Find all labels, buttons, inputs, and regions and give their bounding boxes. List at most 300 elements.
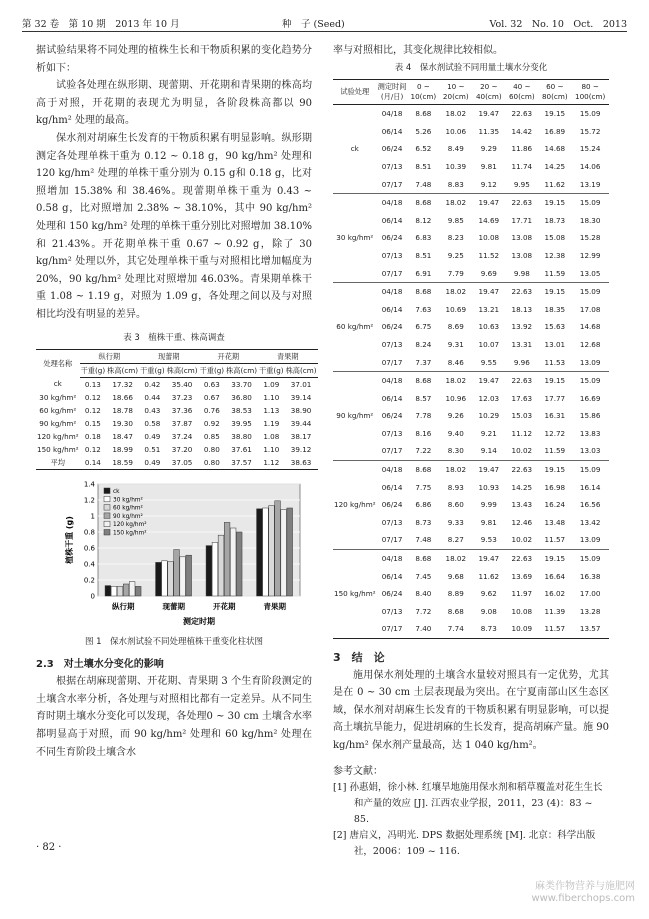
table-cell: 07/13 [381,339,403,349]
table-cell: 0.15 [84,418,101,428]
table-cell: 0.80 [203,457,220,467]
bar-2-4 [230,528,236,596]
table-row [36,430,318,443]
table-cell: 1.09 [263,379,280,389]
table3-subheader: 干重(g) [139,364,166,378]
table-cell: 8.46 [447,357,464,367]
table-cell: 0.49 [144,457,161,467]
figure1-chart [60,478,310,628]
legend-swatch-5 [104,530,110,536]
table-cell: 14.68 [544,144,566,154]
table-cell: 18.78 [112,405,133,415]
table-cell: 15.09 [571,372,609,390]
table-cell: 14.42 [511,126,533,136]
table-cell: 8.68 [447,606,464,616]
table-row [333,372,609,390]
table-cell: 07/13 [381,606,403,616]
table-cell: 10.08 [511,606,533,616]
table-cell: 0.67 [203,392,220,402]
table-row [36,456,318,470]
table-cell: 10.29 [478,411,500,421]
table-cell: 06/24 [381,233,403,243]
table-cell: 06/24 [381,322,403,332]
table-cell: 18.99 [112,444,133,454]
table-cell: 12.03 [478,393,500,403]
table-cell: 8.68 [408,372,440,390]
table-cell: 33.70 [231,379,252,389]
table4-header: 0 ~ 10(cm) [408,80,440,105]
table-cell: 30 kg/hm² [39,392,77,402]
table-cell: 8.23 [447,233,464,243]
table-cell: 6.91 [415,268,432,278]
references-list [333,780,609,860]
table-cell: 04/18 [377,105,408,123]
table4-header: 40 ~ 60(cm) [505,80,538,105]
table-cell: 17.71 [511,215,533,225]
table-cell: 16.31 [544,411,566,421]
table-cell: 14.06 [579,161,601,171]
table-cell: 07/17 [381,268,403,278]
table-cell: 16.24 [544,500,566,510]
bar-1-3 [174,550,180,596]
table3-subheader: 干重(g) [80,364,107,378]
table-cell: 0.12 [84,405,101,415]
table-cell: 04/18 [377,372,408,390]
table-cell: 13.05 [579,268,601,278]
table-cell: 7.48 [415,535,432,545]
table-cell: 19.15 [538,194,571,212]
table-cell: 9.99 [480,500,497,510]
table-cell: 04/18 [377,194,408,212]
table-cell: 17.77 [544,393,566,403]
table-cell: 18.02 [439,550,472,568]
running-header [22,12,627,32]
table-cell: 16.89 [544,126,566,136]
bar-2-5 [236,532,242,596]
table-cell: 11.57 [544,624,566,634]
right-column [333,42,609,860]
table-cell: 18.66 [112,392,133,402]
table-cell: 0.63 [203,379,220,389]
table-cell: 14.69 [478,215,500,225]
table-cell: 9.40 [447,428,464,438]
table-cell: 15.09 [571,194,609,212]
table-cell: 8.24 [415,339,432,349]
table-cell: 0.44 [144,392,161,402]
table3-subheader: 株高(cm) [225,364,258,378]
table-cell: 8.51 [415,250,432,260]
y-tick-label: 0.4 [83,560,95,569]
table-cell: 8.68 [408,461,440,479]
table-cell: 7.78 [415,411,432,421]
table3-subheader: 株高(cm) [106,364,139,378]
bar-0-5 [135,586,141,596]
legend-swatch-4 [104,521,110,527]
table-cell: 38.80 [231,431,252,441]
table-cell: 06/14 [381,215,403,225]
table-cell: 平均 [50,457,65,467]
paragraph: 率与对照相比，其变化规律比较相似。 [333,45,503,56]
y-tick-label: 1 [90,512,95,521]
table4 [333,79,609,639]
y-tick-label: 1.4 [83,480,95,489]
bar-1-2 [168,562,174,596]
bar-3-0 [257,509,263,596]
bar-3-3 [275,501,281,596]
table-cell: 16.98 [544,482,566,492]
table-cell: 9.29 [480,144,497,154]
table-cell: 10.96 [445,393,467,403]
table-cell: 17.08 [579,304,601,314]
table-cell: 0.85 [203,431,220,441]
reference-item: [1] 孙惠娟，徐小林. 红壤旱地施用保水剂和稻草覆盖对花生生长和产量的效应 [J]. 江西农业学报，2011，23 (4)：83 ~ 85. [333,782,603,826]
figure1-caption: 图 1 保水剂试验不同处理植株干重变化柱状图 [84,637,264,648]
table-cell: 8.27 [447,535,464,545]
table-cell: 8.93 [447,482,464,492]
table-cell: 7.79 [447,268,464,278]
table-cell: 5.26 [415,126,432,136]
table-cell: 19.15 [538,283,571,301]
table-cell: 9.62 [480,589,497,599]
table-cell: 22.63 [505,461,538,479]
legend-label: 150 kg/hm² [113,530,147,537]
page-number: · 82 · [36,842,62,853]
legend-label: 120 kg/hm² [113,522,147,529]
table-cell: 18.02 [439,105,472,123]
bar-2-0 [206,546,212,596]
table-cell: 19.15 [538,372,571,390]
table-cell: 15.03 [511,411,533,421]
table-cell: 19.47 [472,461,505,479]
table-cell: 8.73 [480,624,497,634]
table-cell: 9.26 [447,411,464,421]
bar-1-1 [162,561,168,596]
table-cell: 8.68 [408,283,440,301]
table-row [333,194,609,212]
reference-item: [2] 唐启义，冯明光. DPS 数据处理系统 [M]. 北京：科学出版社，2006：109 ~ 116. [333,830,596,858]
table-cell: 11.12 [511,428,533,438]
table-cell: 7.40 [415,624,432,634]
table-cell: 07/17 [381,535,403,545]
table-cell: 15.63 [544,322,566,332]
table-cell: 0.49 [144,431,161,441]
table-cell: 8.83 [447,179,464,189]
table-cell: 9.53 [480,535,497,545]
table-cell: 10.02 [511,535,533,545]
table-cell: 07/13 [381,428,403,438]
table-cell: 12.38 [544,250,566,260]
table-cell: 06/24 [381,144,403,154]
table-cell: 17.63 [511,393,533,403]
table-cell: 38.63 [290,457,312,467]
table-cell: 12.68 [579,339,601,349]
table-cell: 13.09 [579,357,601,367]
table-cell: 8.89 [447,589,464,599]
table-cell: 06/24 [381,411,403,421]
table-cell: 1.13 [263,405,280,415]
table4-header: 60 ~ 80(cm) [538,80,571,105]
table-cell: 8.12 [415,215,432,225]
table-cell: 18.35 [544,304,566,314]
table-cell: 13.57 [579,624,601,634]
table-cell: 0.51 [144,444,161,454]
table-cell: 90 kg/hm² [39,418,77,428]
x-tick-label: 纵行期 [112,602,135,612]
table-cell: 1.08 [263,431,280,441]
table-cell: 19.47 [472,550,505,568]
table3-group: 开花期 [199,350,258,364]
table-cell: 13.03 [579,446,601,456]
table-cell: 13.08 [511,250,533,260]
table-cell: 7.63 [415,304,432,314]
table4-header: 20 ~ 40(cm) [472,80,505,105]
table-row [333,550,609,568]
table-cell: 18.30 [579,215,601,225]
table-cell: 13.83 [579,428,601,438]
bar-chart [60,478,310,628]
table-cell: 9.68 [447,571,464,581]
table-cell: 18.02 [439,461,472,479]
table-cell: 9.33 [447,517,464,527]
table-cell: 8.68 [408,550,440,568]
table-cell: 8.30 [447,446,464,456]
table-cell: 8.51 [415,161,432,171]
table-cell: 11.35 [478,126,500,136]
table-cell: 15.86 [579,411,601,421]
table4-caption: 表 4 保水剂试验不同用量土壤水分变化 [394,62,548,73]
table-cell: 16.56 [579,500,601,510]
table-cell: 9.31 [447,339,464,349]
bar-1-0 [156,562,162,596]
table3-group: 现蕾期 [139,350,198,364]
legend-swatch-0 [104,488,110,494]
table-cell: 11.97 [511,589,533,599]
table-cell: 8.69 [447,322,464,332]
table-cell: 9.08 [480,606,497,616]
table-cell: 10.06 [445,126,467,136]
table-cell: 13.19 [579,179,601,189]
table-cell: 6.52 [415,144,432,154]
table-cell: 60 kg/hm² [39,405,77,415]
table-cell: 04/18 [377,550,408,568]
table3-caption: 表 3 植株干重、株高调查 [123,332,225,343]
bar-3-2 [269,506,275,596]
table-cell: 16.38 [579,571,601,581]
table-cell: 7.75 [415,482,432,492]
table-cell: 22.63 [505,105,538,123]
table-cell: 16.02 [544,589,566,599]
table-row [333,461,609,479]
left-column [36,42,317,761]
table-cell: 18.73 [544,215,566,225]
table-cell: 11.57 [544,535,566,545]
table-cell: 11.39 [544,606,566,616]
table-cell: 37.57 [231,457,252,467]
y-tick-label: 0.6 [83,544,95,553]
table-cell: 12.46 [511,517,533,527]
y-axis-label: 植株干重 (g) [65,516,74,565]
table-cell: 0.18 [84,431,101,441]
table-cell: 18.13 [511,304,533,314]
table-row [333,105,609,123]
table-cell: 37.23 [171,392,193,402]
table-cell: 11.86 [511,144,533,154]
x-tick-label: 现蕾期 [162,602,185,612]
table-cell: 06/14 [381,126,403,136]
table-cell: 8.60 [447,500,464,510]
treatment-cell: 120 kg/hm² [333,461,377,550]
bar-1-4 [180,557,186,596]
x-tick-label: 青果期 [263,602,286,612]
table3-group: 青果期 [258,350,317,364]
table-cell: 19.47 [472,372,505,390]
table-cell: 7.48 [415,179,432,189]
journal-volume: 第 32 卷 第 10 期 2013 年 10 月 [22,19,180,30]
treatment-cell: ck [333,105,377,194]
table-cell: 17.32 [112,379,133,389]
table-cell: 14.68 [579,322,601,332]
table-cell: 22.63 [505,283,538,301]
bar-3-1 [263,508,269,596]
treatment-cell: 30 kg/hm² [333,194,377,283]
table-cell: 0.12 [84,392,101,402]
table-cell: 10.39 [445,161,467,171]
y-tick-label: 0.2 [83,576,95,585]
table-cell: 11.74 [511,161,533,171]
table-cell: 14.25 [544,161,566,171]
paragraph: 施用保水剂处理的土壤含水量较对照具有一定优势，尤其是在 0 ~ 30 cm 土层表现最为突出。在宁夏南部山区生态区域，保水剂对胡麻生长发育的干物质积累有明显影响，可以提高土壤抗旱能力，促进胡麻的生长发育，提高胡麻产量。施 90 kg/hm² 保水剂产量最高，达 1 040 kg/hm²。 [333,669,609,751]
table-cell: 0.14 [84,457,101,467]
table-cell: 39.14 [290,392,312,402]
table-cell: 10.09 [511,624,533,634]
table-cell: 0.76 [203,405,220,415]
table-cell: 9.81 [480,161,497,171]
journal-volume-en: Vol. 32 No. 10 Oct. 2013 [489,19,627,30]
table-cell: 07/17 [381,179,403,189]
references-title: 参考文献： [333,765,383,777]
bar-2-2 [218,535,224,596]
table-cell: 1.10 [263,392,280,402]
table-cell: 19.15 [538,550,571,568]
watermark [531,881,635,905]
legend-label: 90 kg/hm² [113,513,143,520]
table-cell: 15.08 [544,233,566,243]
table-cell: 13.48 [544,517,566,527]
table-cell: 1.12 [263,457,280,467]
table-cell: 16.64 [544,571,566,581]
table3-subheader: 株高(cm) [166,364,199,378]
table-cell: 06/24 [381,500,403,510]
table-cell: 15.09 [571,283,609,301]
table-cell: 150 kg/hm² [37,444,79,454]
table-cell: 19.30 [112,418,133,428]
table-cell: 10.69 [445,304,467,314]
treatment-cell: 60 kg/hm² [333,283,377,372]
table-cell: 12.99 [579,250,601,260]
paragraph: 试验各处理在纵形期、现蕾期、开花期和青果期的株高均高于对照，开花期的表现尤为明显，各阶段株高都以 90 kg/hm² 处理的最高。 [36,80,312,127]
table-cell: 04/18 [377,461,408,479]
table-cell: 11.59 [544,446,566,456]
table-cell: 15.09 [571,461,609,479]
table-cell: 39.95 [231,418,252,428]
table3-subheader: 干重(g) [199,364,226,378]
bar-0-4 [129,582,135,596]
table-cell: 8.68 [408,105,440,123]
table-cell: 6.86 [415,500,432,510]
table3-subheader: 株高(cm) [285,364,318,378]
table-cell: 14.25 [511,482,533,492]
table-cell: 11.53 [544,357,566,367]
bar-0-0 [105,586,111,596]
watermark-url: www.fiberchops.com [531,893,635,904]
table-cell: 8.68 [408,194,440,212]
table-cell: 22.63 [505,550,538,568]
table-cell: 07/17 [381,624,403,634]
table-cell: 19.15 [538,461,571,479]
table-cell: 19.47 [472,194,505,212]
bar-2-1 [212,542,218,596]
y-tick-label: 0.8 [83,528,95,537]
table-cell: 11.59 [544,268,566,278]
table-cell: 6.83 [415,233,432,243]
legend-swatch-1 [104,496,110,502]
y-tick-label: 1.2 [83,496,95,505]
table-cell: 120 kg/hm² [37,431,79,441]
table-cell: 8.49 [447,144,464,154]
table-cell: 13.69 [511,571,533,581]
table-cell: 37.20 [171,444,193,454]
table4-header: 80 ~ 100(cm) [571,80,609,105]
x-axis-label: 测定时期 [183,617,215,627]
paragraph: 据试验结果将不同处理的植株生长和干物质积累的变化趋势分析如下： [36,45,312,74]
table-cell: 9.85 [447,215,464,225]
table-cell: 9.98 [513,268,530,278]
table-cell: 06/14 [381,482,403,492]
table-cell: 9.14 [480,446,497,456]
table-cell: 7.45 [415,571,432,581]
table-cell: 15.24 [579,144,601,154]
table-cell: 10.93 [478,482,500,492]
table-cell: 10.02 [511,446,533,456]
table-cell: 19.47 [472,283,505,301]
table-cell: 38.53 [231,405,252,415]
table-cell: 0.80 [203,444,220,454]
table-cell: 11.52 [478,250,500,260]
table-cell: 07/13 [381,250,403,260]
table-cell: 16.14 [579,482,601,492]
table3-group: 纵行期 [80,350,139,364]
table-cell: 07/13 [381,161,403,171]
legend-swatch-2 [104,505,110,511]
bar-1-5 [186,555,192,596]
table-cell: 13.42 [579,517,601,527]
table-cell: 8.73 [415,517,432,527]
table-cell: 18.02 [439,372,472,390]
table-cell: 22.63 [505,194,538,212]
table-cell: 15.09 [571,550,609,568]
table-cell: 9.55 [480,357,497,367]
table-cell: 15.72 [579,126,601,136]
table-cell: 1.10 [263,444,280,454]
table-cell: 0.58 [144,418,161,428]
journal-name: 种 子 (Seed) [282,19,345,30]
table-cell: 11.62 [478,571,500,581]
table-row [333,283,609,301]
table-cell: 07/17 [381,357,403,367]
table-cell: 37.87 [171,418,193,428]
table-cell: 1.19 [263,418,280,428]
table-cell: 10.07 [478,339,500,349]
